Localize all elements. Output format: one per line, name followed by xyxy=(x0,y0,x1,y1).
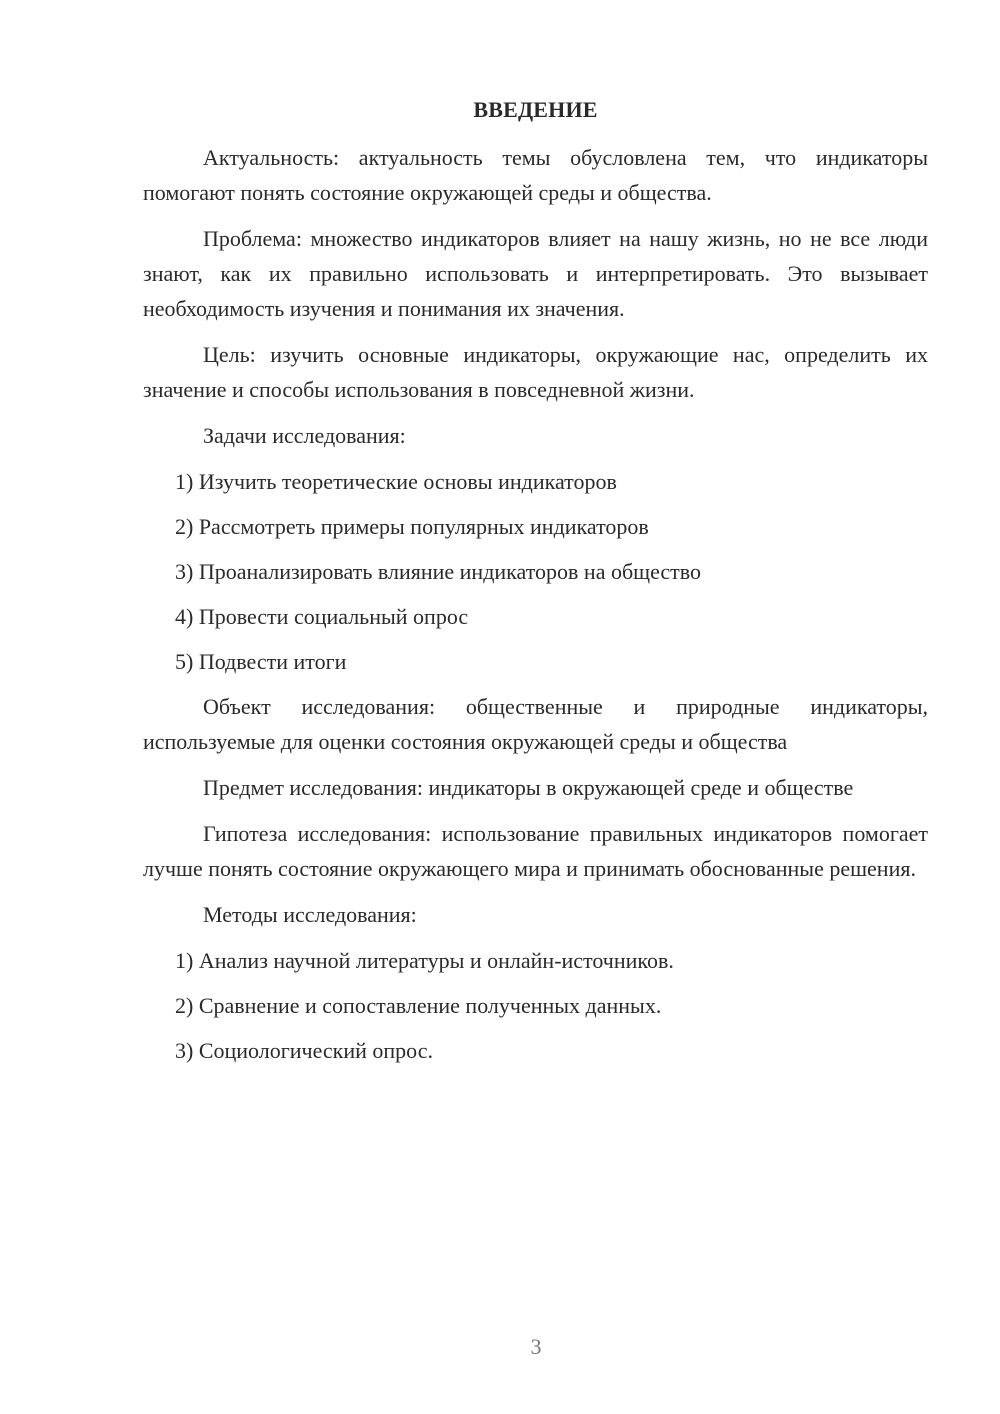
goal-paragraph: Цель: изучить основные индикаторы, окружающие нас, определить их значение и способы использования в повседневной жизни. xyxy=(143,342,928,402)
hypothesis-paragraph: Гипотеза исследования: использование правильных индикаторов помогает лучше понять состояние окружающего мира и принимать обоснованные решения. xyxy=(143,821,928,881)
problem-paragraph: Проблема: множество индикаторов влияет на нашу жизнь, но не все люди знают, как их правильно использовать и интерпретировать. Это вызывает необходимость изучения и понимания их значения. xyxy=(143,226,928,321)
task-item: 2) Рассмотреть примеры популярных индикаторов xyxy=(175,514,649,539)
page-number: 3 xyxy=(530,1334,542,1359)
object-paragraph: Объект исследования: общественные и природные индикаторы, используемые для оценки состояния окружающей среды и общества xyxy=(143,694,928,754)
task-item: 1) Изучить теоретические основы индикаторов xyxy=(175,469,617,494)
subject-paragraph: Предмет исследования: индикаторы в окружающей среде и обществе xyxy=(203,775,854,800)
method-item: 1) Анализ научной литературы и онлайн-источников. xyxy=(175,948,674,973)
method-item: 2) Сравнение и сопоставление полученных данных. xyxy=(175,993,662,1018)
method-item: 3) Социологический опрос. xyxy=(175,1038,433,1063)
page-content xyxy=(143,94,928,1078)
task-item: 3) Проанализировать влияние индикаторов на общество xyxy=(175,559,702,584)
methods-heading: Методы исследования: xyxy=(203,902,417,927)
relevance-paragraph: Актуальность: актуальность темы обусловлена тем, что индикаторы помогают понять состояние окружающей среды и общества. xyxy=(143,145,928,205)
tasks-heading: Задачи исследования: xyxy=(203,423,406,448)
section-title: ВВЕДЕНИЕ xyxy=(473,97,598,122)
task-item: 5) Подвести итоги xyxy=(175,649,347,674)
task-item: 4) Провести социальный опрос xyxy=(175,604,469,629)
